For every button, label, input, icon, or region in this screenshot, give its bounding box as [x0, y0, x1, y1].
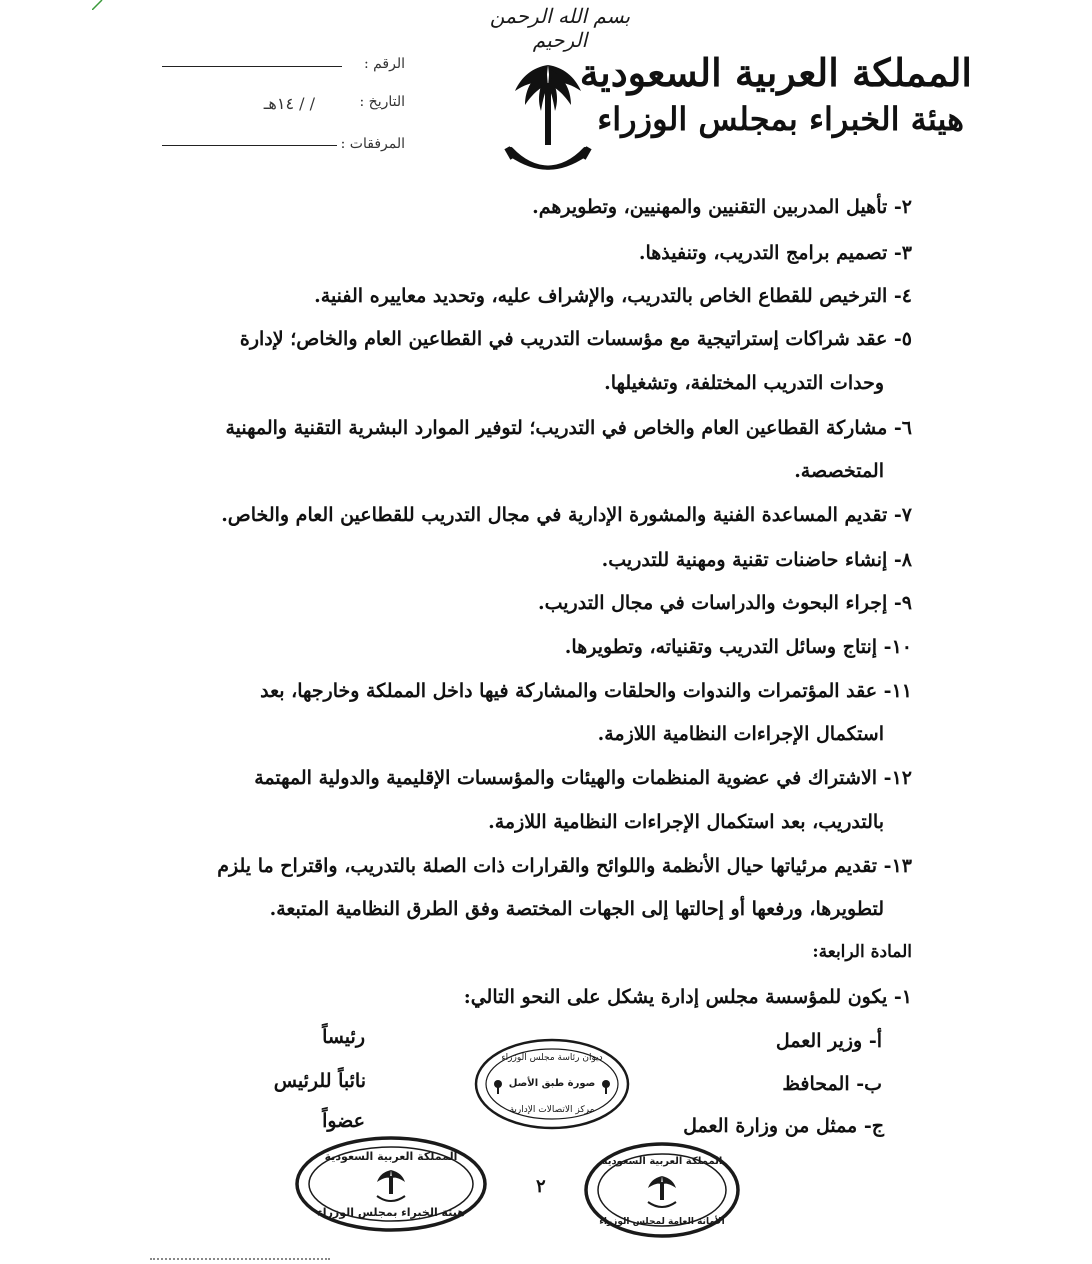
copy-stamp-line1: ديوان رئاسة مجلس الوزراء: [501, 1053, 603, 1063]
item-12: ١٢- الاشتراك في عضوية المنظمات والهيئات والمؤسسات الإقليمية والدولية المهتمة: [254, 767, 912, 789]
item-9: ٩- إجراء البحوث والدراسات في مجال التدريب.: [537, 592, 912, 614]
item-5: ٥- عقد شراكات إستراتيجية مع مؤسسات التدريب في القطاعين العام والخاص؛ لإدارة: [239, 328, 912, 350]
item-10: ١٠- إنتاج وسائل التدريب وتقنياته، وتطويرها.: [564, 636, 912, 658]
item-6-cont: المتخصصة.: [794, 460, 884, 482]
attachments-line: [162, 145, 337, 146]
item-11: ١١- عقد المؤتمرات والندوات والحلقات والمشاركة فيها داخل المملكة وخارجها، بعد: [260, 680, 912, 702]
scan-artifact: [150, 1258, 330, 1264]
member-a-name: أ- وزير العمل: [775, 1030, 882, 1052]
copy-stamp-line2: صورة طبق الأصل: [508, 1078, 596, 1089]
item-8: ٨- إنشاء حاضنات تقنية ومهنية للتدريب.: [601, 549, 912, 571]
copy-stamp-line3: مركز الاتصالات الإدارية: [509, 1105, 595, 1115]
left-stamp: [293, 1134, 489, 1234]
member-a-role: رئيساً: [322, 1026, 365, 1048]
item-7: ٧- تقديم المساعدة الفنية والمشورة الإدارية في مجال التدريب للقطاعين العام والخاص.: [221, 504, 912, 526]
item-13-cont: لتطويرها، ورفعها أو إحالتها إلى الجهات المختصة وفق الطرق النظامية المتبعة.: [269, 898, 884, 920]
attachments-label: المرفقات :: [340, 136, 405, 152]
council-name: هيئة الخبراء بمجلس الوزراء: [597, 100, 964, 138]
left-stamp-top: المملكة العربية السعودية: [324, 1150, 458, 1163]
member-c-name: ج- ممثل من وزارة العمل: [683, 1115, 884, 1137]
right-stamp-bottom: الأمانة العامة لمجلس الوزراء: [599, 1217, 725, 1227]
reference-label: الرقم :: [363, 56, 405, 72]
member-b-name: ب- المحافظ: [782, 1073, 882, 1095]
right-stamp-top: المملكة العربية السعودية: [601, 1156, 723, 1167]
member-c-role: عضواً: [322, 1110, 365, 1132]
date-label: التاريخ :: [359, 94, 405, 110]
kingdom-name: المملكة العربية السعودية: [579, 50, 972, 95]
item-13: ١٣- تقديم مرئياتها حيال الأنظمة واللوائح والقرارات ذات الصلة بالتدريب، واقتراح ما يلزم: [217, 855, 912, 877]
date-value: / / ١٤هـ: [263, 94, 315, 113]
copy-stamp: [472, 1036, 632, 1132]
reference-line: [162, 66, 342, 67]
item-5-cont: وحدات التدريب المختلفة، وتشغيلها.: [604, 372, 884, 394]
left-stamp-bottom: هيئة الخبراء بمجلس الوزراء: [317, 1206, 465, 1219]
item-3: ٣- تصميم برامج التدريب، وتنفيذها.: [638, 242, 912, 264]
item-12-cont: بالتدريب، بعد استكمال الإجراءات النظامية اللازمة.: [488, 811, 884, 833]
member-b-role: نائباً للرئيس: [273, 1070, 366, 1092]
article-heading: المادة الرابعة:: [812, 942, 912, 962]
article-intro: ١- يكون للمؤسسة مجلس إدارة يشكل على النحو التالي:: [463, 986, 912, 1008]
item-2: ٢- تأهيل المدربين التقنيين والمهنيين، وتطويرهم.: [532, 196, 912, 218]
page-number: ٢: [536, 1176, 546, 1197]
item-11-cont: استكمال الإجراءات النظامية اللازمة.: [597, 723, 884, 745]
palm-swords-emblem: [503, 55, 593, 185]
item-4: ٤- الترخيص للقطاع الخاص بالتدريب، والإشراف عليه، وتحديد معاييره الفنية.: [314, 285, 912, 307]
corner-mark: [92, 0, 116, 10]
item-6: ٦- مشاركة القطاعين العام والخاص في التدريب؛ لتوفير الموارد البشرية التقنية والمهنية: [225, 417, 912, 439]
basmala: بسم الله الرحمن الرحيم: [489, 4, 631, 52]
right-stamp: [582, 1140, 742, 1240]
